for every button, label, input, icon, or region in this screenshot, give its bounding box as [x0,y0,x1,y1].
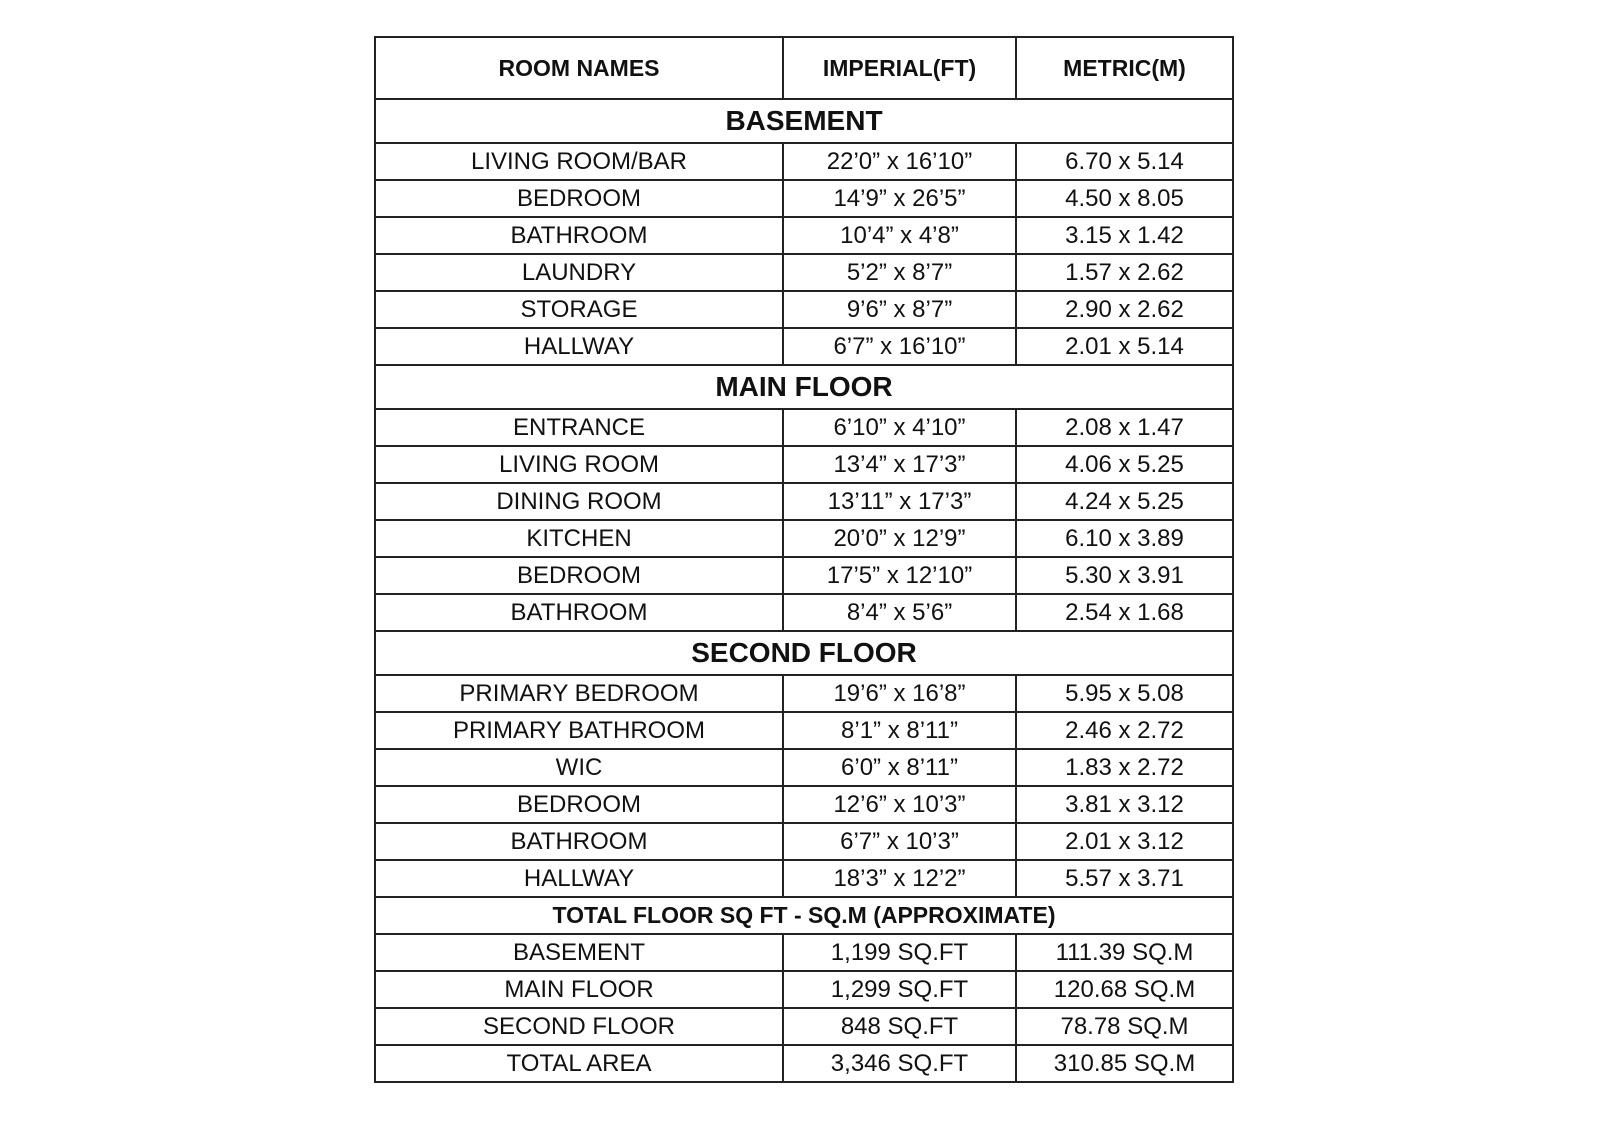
table-row [375,520,1233,557]
section-totals [375,897,1233,934]
metric-size: 5.95 x 5.08 [1016,675,1233,712]
room-name: KITCHEN [375,520,783,557]
table-row [375,217,1233,254]
room-name: BEDROOM [375,786,783,823]
imperial-size: 6’7” x 10’3” [783,823,1016,860]
room-name: STORAGE [375,291,783,328]
table-row [375,291,1233,328]
table-row [375,328,1233,365]
imperial-area: 3,346 SQ.FT [783,1045,1016,1082]
room-name: LIVING ROOM [375,446,783,483]
imperial-size: 10’4” x 4’8” [783,217,1016,254]
imperial-size: 18’3” x 12’2” [783,860,1016,897]
imperial-size: 13’11” x 17’3” [783,483,1016,520]
table-header-row [375,37,1233,99]
imperial-size: 13’4” x 17’3” [783,446,1016,483]
section-main-floor [375,365,1233,409]
section-title: BASEMENT [375,99,1233,143]
metric-area: 78.78 SQ.M [1016,1008,1233,1045]
table-row [375,1008,1233,1045]
imperial-size: 8’1” x 8’11” [783,712,1016,749]
header-metric: METRIC(M) [1016,37,1233,99]
room-name: LIVING ROOM/BAR [375,143,783,180]
table-row [375,675,1233,712]
metric-size: 4.06 x 5.25 [1016,446,1233,483]
imperial-size: 8’4” x 5’6” [783,594,1016,631]
room-name: BATHROOM [375,217,783,254]
metric-area: 111.39 SQ.M [1016,934,1233,971]
metric-size: 3.15 x 1.42 [1016,217,1233,254]
imperial-area: 848 SQ.FT [783,1008,1016,1045]
section-title: SECOND FLOOR [375,631,1233,675]
room-name: BEDROOM [375,557,783,594]
table-row [375,143,1233,180]
imperial-size: 17’5” x 12’10” [783,557,1016,594]
metric-size: 2.46 x 2.72 [1016,712,1233,749]
imperial-size: 6’0” x 8’11” [783,749,1016,786]
table-row [375,823,1233,860]
metric-size: 2.54 x 1.68 [1016,594,1233,631]
floor-name: SECOND FLOOR [375,1008,783,1045]
room-name: BATHROOM [375,823,783,860]
room-name: HALLWAY [375,328,783,365]
section-title: MAIN FLOOR [375,365,1233,409]
metric-size: 2.01 x 5.14 [1016,328,1233,365]
metric-size: 2.08 x 1.47 [1016,409,1233,446]
room-name: BATHROOM [375,594,783,631]
table-row [375,860,1233,897]
metric-size: 6.10 x 3.89 [1016,520,1233,557]
table-row [375,594,1233,631]
metric-size: 5.30 x 3.91 [1016,557,1233,594]
table-row [375,749,1233,786]
section-basement [375,99,1233,143]
imperial-size: 12’6” x 10’3” [783,786,1016,823]
room-name: PRIMARY BATHROOM [375,712,783,749]
floor-name: TOTAL AREA [375,1045,783,1082]
imperial-size: 19’6” x 16’8” [783,675,1016,712]
room-name: DINING ROOM [375,483,783,520]
table-row [375,409,1233,446]
metric-size: 1.57 x 2.62 [1016,254,1233,291]
imperial-area: 1,299 SQ.FT [783,971,1016,1008]
header-room-names: ROOM NAMES [375,37,783,99]
section-title: TOTAL FLOOR SQ FT - SQ.M (APPROXIMATE) [375,897,1233,934]
metric-size: 4.50 x 8.05 [1016,180,1233,217]
metric-size: 3.81 x 3.12 [1016,786,1233,823]
metric-size: 2.90 x 2.62 [1016,291,1233,328]
room-name: PRIMARY BEDROOM [375,675,783,712]
room-dimensions-table [374,36,1234,1083]
metric-size: 4.24 x 5.25 [1016,483,1233,520]
table-row [375,971,1233,1008]
header-imperial: IMPERIAL(FT) [783,37,1016,99]
table-row [375,934,1233,971]
imperial-size: 22’0” x 16’10” [783,143,1016,180]
floor-name: BASEMENT [375,934,783,971]
imperial-area: 1,199 SQ.FT [783,934,1016,971]
table-row [375,557,1233,594]
metric-size: 1.83 x 2.72 [1016,749,1233,786]
floor-name: MAIN FLOOR [375,971,783,1008]
table-row [375,712,1233,749]
table-row [375,786,1233,823]
table-row [375,180,1233,217]
room-name: LAUNDRY [375,254,783,291]
room-name: ENTRANCE [375,409,783,446]
imperial-size: 5’2” x 8’7” [783,254,1016,291]
metric-area: 120.68 SQ.M [1016,971,1233,1008]
metric-size: 2.01 x 3.12 [1016,823,1233,860]
metric-size: 6.70 x 5.14 [1016,143,1233,180]
table-row [375,446,1233,483]
imperial-size: 6’7” x 16’10” [783,328,1016,365]
table-row [375,1045,1233,1082]
imperial-size: 9’6” x 8’7” [783,291,1016,328]
metric-area: 310.85 SQ.M [1016,1045,1233,1082]
section-second-floor [375,631,1233,675]
table-row [375,254,1233,291]
imperial-size: 20’0” x 12’9” [783,520,1016,557]
room-name: BEDROOM [375,180,783,217]
table-row [375,483,1233,520]
imperial-size: 14’9” x 26’5” [783,180,1016,217]
room-name: WIC [375,749,783,786]
metric-size: 5.57 x 3.71 [1016,860,1233,897]
room-name: HALLWAY [375,860,783,897]
imperial-size: 6’10” x 4’10” [783,409,1016,446]
